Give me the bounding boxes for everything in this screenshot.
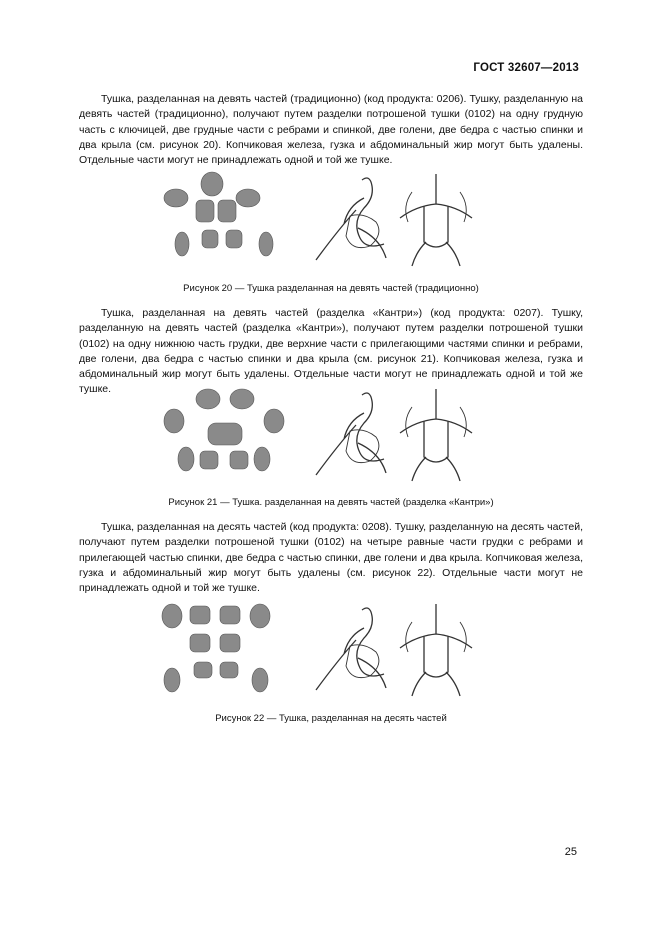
part-shape	[230, 451, 248, 469]
part-shape	[194, 662, 212, 678]
part-shape	[230, 389, 254, 409]
cut-parts-group	[164, 172, 273, 256]
part-shape	[201, 172, 223, 196]
part-shape	[202, 230, 218, 248]
part-shape	[236, 189, 260, 207]
part-shape	[178, 447, 194, 471]
figure-20-caption: Рисунок 20 — Тушка разделанная на девять частей (традиционно)	[183, 283, 479, 294]
part-shape	[254, 447, 270, 471]
figure-20-illustration	[150, 170, 480, 270]
part-shape	[175, 232, 189, 256]
figure-21-caption: Рисунок 21 — Тушка. разделанная на девять частей (разделка «Кантри»)	[168, 497, 494, 508]
figure-22-caption: Рисунок 22 — Тушка, разделанная на десять частей	[215, 713, 447, 724]
part-shape	[162, 604, 182, 628]
cut-parts-group	[162, 604, 270, 692]
part-shape	[252, 668, 268, 692]
part-shape	[208, 423, 242, 445]
part-shape	[196, 389, 220, 409]
paragraph-nine-parts-traditional: Тушка, разделанная на девять частей (традиционно) (код продукта: 0206). Тушку, разделанную на девять частей (традиционно), получают путем разделки потрошеной тушки (0102) на одну грудную часть с ключицей, две грудные части с ребрами и спинкой, две голени, две бедра с частью спинки и два крыла (см. рисунок 20). Копчиковая железа, гузка и абдоминальный жир могут быть удалены. Отдельные части могут не принадлежать одной и той же тушке.	[79, 93, 583, 167]
part-shape	[259, 232, 273, 256]
bird-front-skeleton	[400, 604, 472, 696]
bird-side-skeleton	[316, 608, 386, 690]
part-shape	[196, 200, 214, 222]
page-number: 25	[564, 846, 577, 858]
part-shape	[220, 662, 238, 678]
bird-front-skeleton	[400, 174, 472, 266]
part-shape	[164, 668, 180, 692]
figure-22-illustration	[150, 600, 480, 700]
part-shape	[190, 634, 210, 652]
part-shape	[164, 189, 188, 207]
part-shape	[164, 409, 184, 433]
part-shape	[226, 230, 242, 248]
part-shape	[218, 200, 236, 222]
part-shape	[220, 634, 240, 652]
cut-parts-group	[164, 389, 284, 471]
figure-21-illustration	[150, 385, 480, 485]
part-shape	[190, 606, 210, 624]
part-shape	[200, 451, 218, 469]
part-shape	[250, 604, 270, 628]
part-shape	[264, 409, 284, 433]
bird-front-skeleton	[400, 389, 472, 481]
part-shape	[220, 606, 240, 624]
paragraph-ten-parts: Тушка, разделанная на десять частей (код продукта: 0208). Тушку, разделанную на десять частей, получают путем разделки потрошеной тушки (0102) на четыре равные части грудки с ребрами и прилегающей частью спинки, две бедра с частью спинки, две голени и два крыла. Копчиковая железа, гузка и абдоминальный жир могут быть удалены (см. рисунок 22). Отдельные части могут не принадлежать одной и той же тушке.	[79, 521, 583, 595]
bird-side-skeleton	[316, 178, 386, 260]
bird-side-skeleton	[316, 393, 386, 475]
paragraph-nine-parts-country: Тушка, разделанная на девять частей (разделка «Кантри») (код продукта: 0207). Тушку, разделанную на девять частей (разделка «Кантри»), получают путем разделки потрошеной тушки (0102) на одну нижнюю часть грудки, две верхние части с прилегающими частями спинки и ребрами, две голени, два бедра с частью спинки и два крыла (см. рисунок 21). Копчиковая железа, гузка и абдоминальный жир могут быть удалены. Отдельные части могут не принадлежать одной и той же тушке.	[79, 307, 583, 396]
document-standard-header: ГОСТ 32607—2013	[473, 62, 579, 74]
